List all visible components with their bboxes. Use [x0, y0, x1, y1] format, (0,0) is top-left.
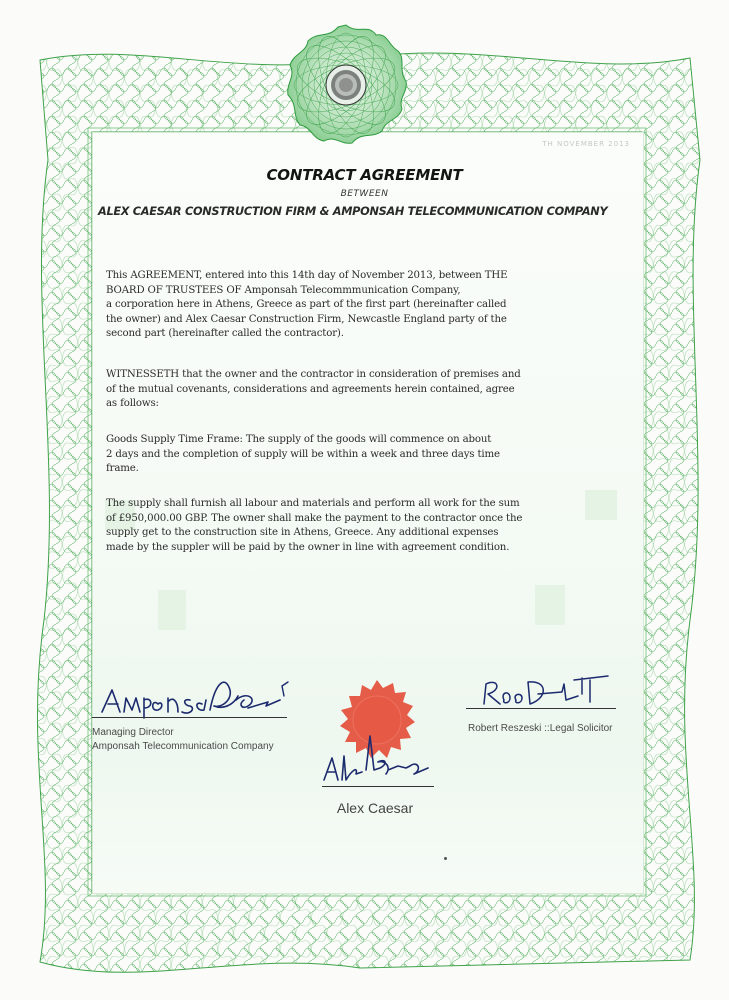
serial-number: TH NOVEMBER 2013 — [542, 140, 630, 148]
paragraph-line: made by the suppler will be paid by the owner in line with agreement condition. — [106, 541, 510, 553]
managing-director-role: Managing Director — [92, 727, 174, 738]
paragraph-line: WITNESSETH that the owner and the contractor in consideration of premises and — [106, 369, 521, 380]
page-title: CONTRACT AGREEMENT — [266, 166, 463, 184]
paragraph-line: 2 days and the completion of supply will be within a week and three days time — [106, 448, 500, 460]
background-square — [158, 590, 186, 630]
between-label: BETWEEN — [340, 189, 389, 199]
signature-line-left — [92, 717, 287, 718]
paragraph-time-frame — [106, 433, 621, 477]
signature-line-right — [466, 708, 616, 709]
paragraph-agreement — [106, 269, 621, 342]
paragraph-line: BOARD OF TRUSTEES OF Amponsah Telecommmunication Company, — [106, 284, 461, 296]
paragraph-witnesseth — [106, 368, 621, 412]
background-square — [535, 585, 565, 625]
rosette-seal — [278, 20, 414, 150]
signature-line-center — [322, 786, 434, 787]
paragraph-line: The supply shall furnish all labour and materials and perform all work for the sum — [106, 498, 520, 509]
parties-heading: ALEX CAESAR CONSTRUCTION FIRM & AMPONSAH TELECOMMUNICATION COMPANY — [98, 205, 608, 218]
paragraph-line: second part (hereinafter called the contractor). — [106, 328, 344, 340]
paragraph-line: frame. — [106, 463, 139, 475]
paragraph-line: This AGREEMENT, entered into this 14th day of November 2013, between THE — [106, 270, 508, 281]
paragraph-line: supply get to the construction site in Athens, Greece. Any additional expenses — [106, 527, 499, 539]
legal-solicitor-caption: Robert Reszeski ::Legal Solicitor — [468, 723, 613, 734]
paragraph-line: Goods Supply Time Frame: The supply of the goods will commence on about — [106, 434, 492, 445]
managing-director-company: Amponsah Telecommunication Company — [92, 741, 274, 752]
paragraph-line: of £950,000.00 GBP. The owner shall make the payment to the contractor once the — [106, 512, 523, 524]
signature-alex — [318, 730, 448, 790]
signatory-name-alex: Alex Caesar — [336, 800, 414, 816]
stray-dot — [444, 857, 447, 860]
signature-amponsah — [98, 660, 298, 720]
paragraph-line: of the mutual covenants, considerations and agreements herein contained, agree — [106, 383, 515, 395]
signature-robert — [478, 670, 618, 710]
paragraph-line: the owner) and Alex Caesar Construction Firm, Newcastle England party of the — [106, 313, 507, 325]
paragraph-payment — [106, 497, 621, 555]
paragraph-line: as follows: — [106, 398, 159, 410]
paragraph-line: a corporation here in Athens, Greece as part of the first part (hereinafter called — [106, 299, 507, 311]
